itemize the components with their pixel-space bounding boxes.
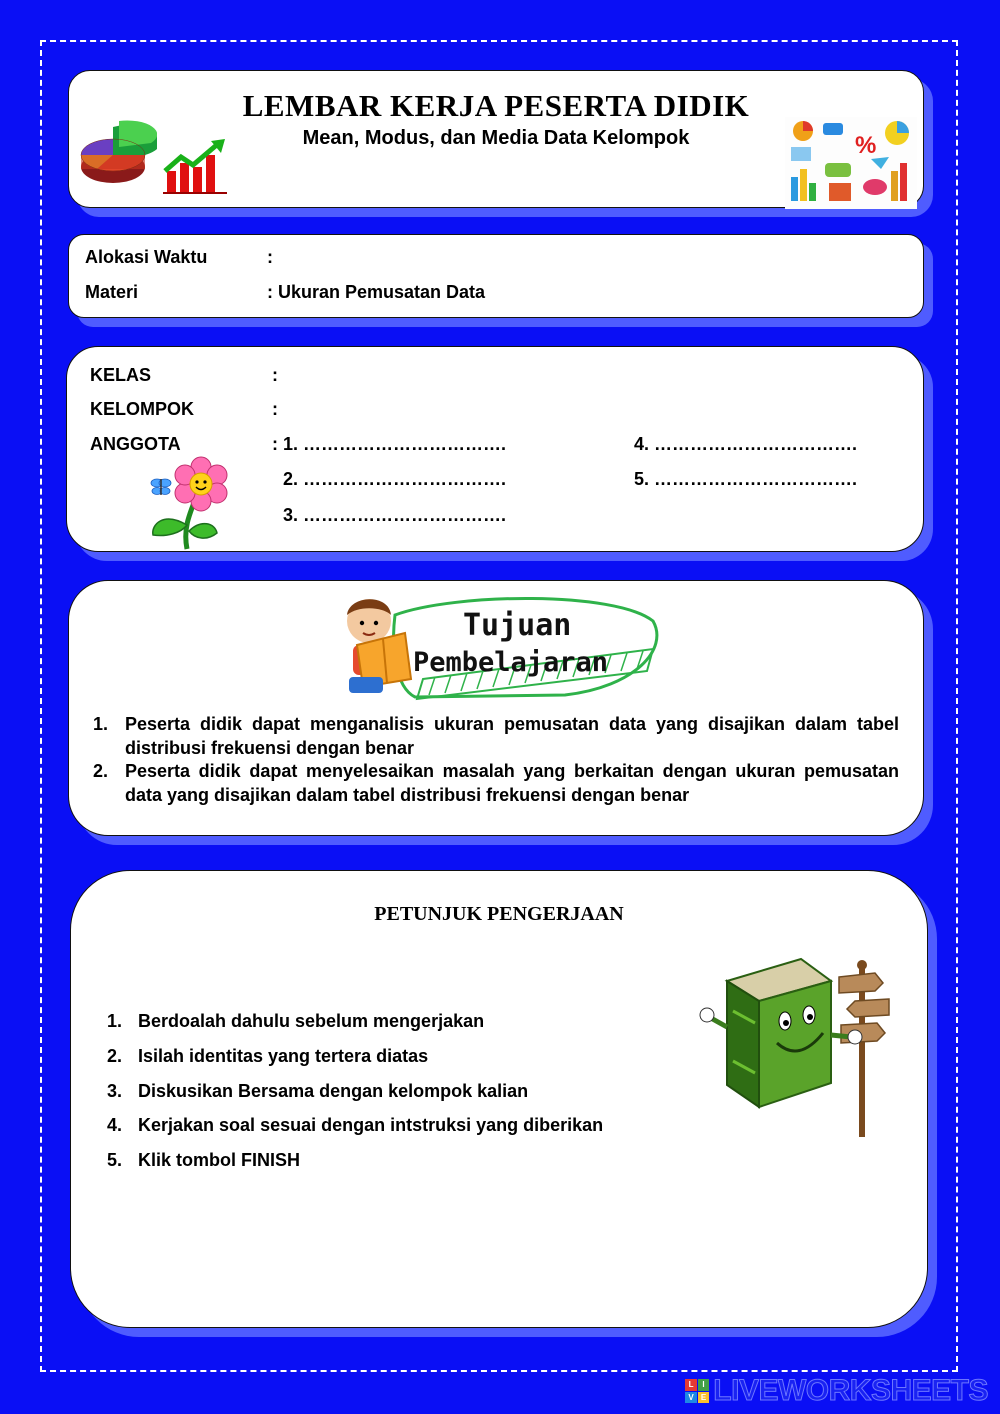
instruction-number: 3.	[107, 1080, 123, 1101]
class-label: KELAS	[90, 365, 152, 385]
instruction-number: 4.	[107, 1115, 123, 1136]
book-mascot-signpost-icon	[699, 951, 899, 1141]
learning-goals-card	[68, 580, 924, 836]
statistics-collage-icon	[785, 117, 917, 209]
learning-goals-banner	[335, 587, 665, 707]
liveworksheets-watermark	[685, 1376, 988, 1406]
list-item	[107, 1011, 603, 1046]
instruction-text: Diskusikan Bersama dengan kelompok kalian	[138, 1080, 529, 1101]
banner-line-2: Pembelajaran	[413, 647, 609, 678]
instructions-card	[70, 870, 928, 1328]
3d-pie-chart-icon	[77, 117, 157, 193]
group-identity-card	[66, 346, 924, 552]
time-allocation-label: Alokasi Waktu	[85, 247, 208, 267]
group-field[interactable]: :	[272, 399, 278, 419]
instruction-text: Klik tombol FINISH	[138, 1150, 300, 1171]
member-field-3[interactable]: 3. …………………………….	[283, 505, 507, 525]
info-card	[68, 234, 924, 318]
instruction-text: Isilah identitas yang tertera diatas	[138, 1045, 429, 1066]
list-item	[107, 1150, 603, 1185]
logo-letter: E	[698, 1392, 710, 1404]
group-label: KELOMPOK	[90, 399, 195, 419]
goal-number: 1.	[93, 714, 109, 734]
instructions-title: PETUNJUK PENGERJAAN	[374, 903, 624, 925]
list-item	[93, 713, 899, 760]
member-field-4[interactable]: 4. …………………………….	[634, 434, 858, 454]
material-value: : Ukuran Pemusatan Data	[267, 282, 486, 302]
worksheet-title: LEMBAR KERJA PESERTA DIDIK	[242, 88, 750, 123]
instruction-number: 5.	[107, 1150, 123, 1171]
material-label: Materi	[85, 282, 139, 302]
logo-letter: I	[698, 1379, 710, 1391]
time-allocation-value[interactable]: :	[267, 247, 273, 267]
member-field-2[interactable]: 2. …………………………….	[283, 469, 507, 489]
learning-goals-list	[93, 713, 899, 807]
list-item	[107, 1115, 603, 1150]
instruction-text: Kerjakan soal sesuai dengan intstruksi yang diberikan	[138, 1115, 604, 1136]
member-field-1[interactable]: : 1. …………………………….	[272, 434, 507, 454]
goal-number: 2.	[93, 761, 109, 781]
instructions-list	[107, 1011, 603, 1185]
class-field[interactable]: :	[272, 365, 278, 385]
banner-line-1: Tujuan	[463, 608, 572, 643]
logo-letter: V	[685, 1392, 697, 1404]
members-label: ANGGOTA	[90, 434, 181, 454]
watermark-text: LIVEWORKSHEETS	[713, 1374, 988, 1407]
member-field-5[interactable]: 5. …………………………….	[634, 469, 858, 489]
header-card	[68, 70, 924, 208]
instruction-text: Berdoalah dahulu sebelum mengerjakan	[138, 1011, 485, 1031]
list-item	[93, 760, 899, 807]
liveworksheets-logo-icon	[685, 1379, 709, 1403]
svg-text:%: %	[855, 132, 877, 159]
list-item	[107, 1081, 603, 1116]
instruction-number: 2.	[107, 1045, 123, 1066]
growth-bar-chart-icon	[161, 137, 229, 195]
goal-text: Peserta didik dapat menganalisis ukuran pemusatan data yang disajikan dalam tabel distribusi frekuensi dengan benar	[125, 714, 899, 758]
worksheet-subtitle: Mean, Modus, dan Media Data Kelompok	[302, 127, 690, 149]
list-item	[107, 1046, 603, 1081]
goal-text: Peserta didik dapat menyelesaikan masalah yang berkaitan dengan ukuran pemusatan data yang disajikan dalam tabel distribusi frekuensi dengan benar	[125, 761, 899, 805]
logo-letter: L	[685, 1379, 697, 1391]
smiling-flower-icon	[143, 455, 233, 551]
instruction-number: 1.	[107, 1011, 123, 1031]
